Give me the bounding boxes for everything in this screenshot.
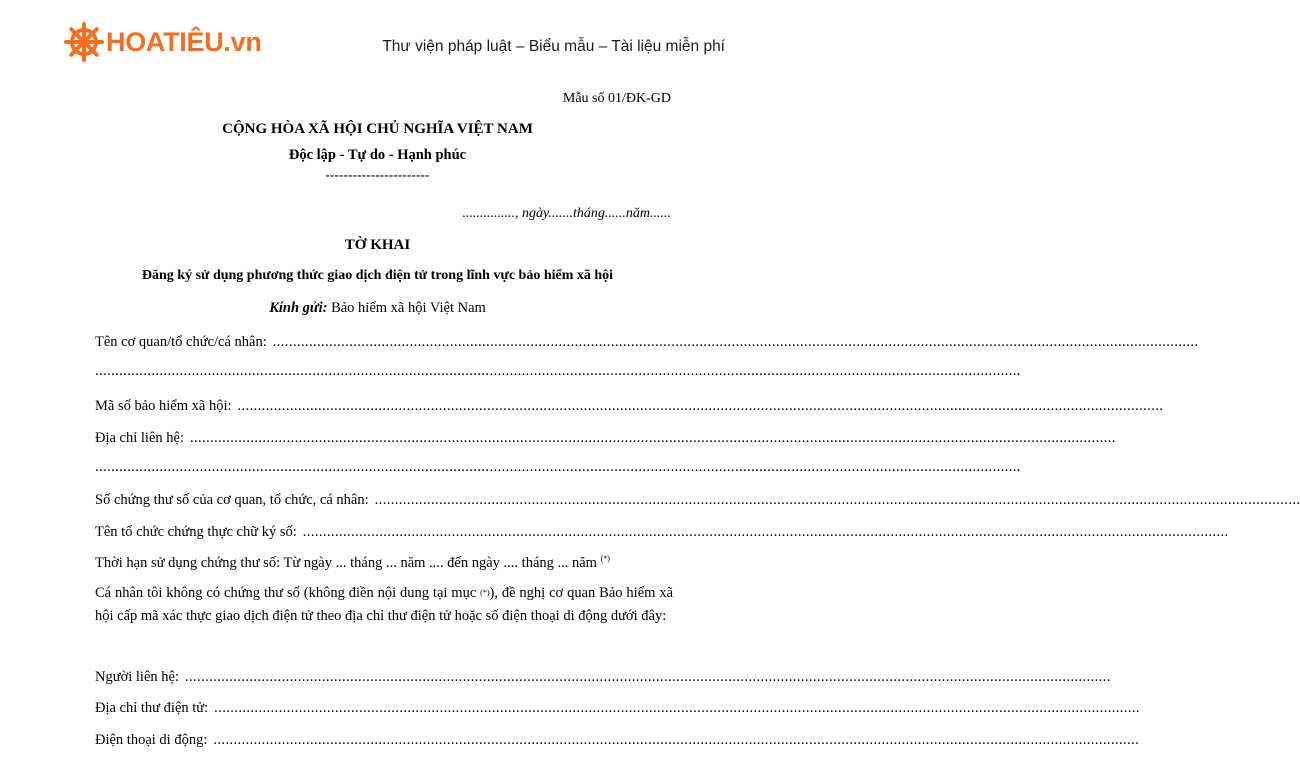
fill-dots: ...................................................................................................................................................................................................................................... bbox=[184, 669, 1111, 685]
fill-dots: ...................................................................................................................................................................................................................................... bbox=[237, 398, 1164, 414]
insurance-code-field[interactable] bbox=[95, 397, 1164, 415]
date-line: ..............., ngày.......tháng......năm...... bbox=[462, 206, 671, 221]
address-label: Địa chỉ liên hệ: bbox=[95, 430, 184, 446]
brand-logo[interactable] bbox=[64, 22, 262, 62]
organization-continuation[interactable]: ...................................................................................................................................................................................................................................... bbox=[95, 363, 1021, 379]
paragraph-text-2: ), đề nghị cơ quan Bảo hiểm xã hội cấp mã xác thực giao dịch điện tử theo địa chỉ thư điện tử hoặc số điện thoại di động dưới đây: bbox=[95, 585, 674, 624]
phone-label: Điện thoại di động: bbox=[95, 732, 208, 748]
cert-validity-text: Thời hạn sử dụng chứng thư số: Từ ngày ... tháng ... năm .... đến ngày .... tháng ... năm bbox=[95, 555, 601, 571]
cert-validity-line[interactable] bbox=[95, 555, 610, 572]
organization-field[interactable] bbox=[95, 333, 1199, 351]
site-tagline: Thư viện pháp luật – Biểu mẫu – Tài liệu miễn phí bbox=[382, 38, 725, 55]
fill-dots: ...................................................................................................................................................................................................................................... bbox=[302, 524, 1229, 540]
brand-name: HOATIÊU.vn bbox=[106, 26, 262, 57]
recipient-label: Kính gửi: bbox=[269, 300, 328, 316]
address-field[interactable] bbox=[95, 429, 1116, 447]
cert-number-label: Số chứng thư số của cơ quan, tổ chức, cá nhân: bbox=[95, 492, 369, 508]
fill-dots: ...................................................................................................................................................................................................................................... bbox=[189, 430, 1116, 446]
request-paragraph bbox=[95, 582, 673, 628]
paragraph-text-1: Cá nhân tôi không có chứng thư số (không điền nội dung tại mục bbox=[95, 585, 481, 601]
contact-person-field[interactable] bbox=[95, 668, 1111, 686]
divider-rule: ----------------------- bbox=[325, 167, 430, 182]
fill-dots: ...................................................................................................................................................................................................................................... bbox=[213, 732, 1140, 748]
organization-label: Tên cơ quan/tổ chức/cá nhân: bbox=[95, 334, 267, 350]
ship-wheel-icon bbox=[64, 22, 104, 62]
cert-org-field[interactable] bbox=[95, 523, 1229, 541]
email-field[interactable] bbox=[95, 699, 1140, 717]
recipient-line bbox=[0, 300, 755, 317]
contact-person-label: Người liên hệ: bbox=[95, 669, 179, 685]
form-number: Mẫu số 01/ĐK-GD bbox=[562, 91, 671, 106]
phone-field[interactable] bbox=[95, 731, 1140, 749]
document-title: TỜ KHAI bbox=[344, 237, 411, 253]
fill-dots: ...................................................................................................................................................................................................................................... bbox=[374, 492, 1300, 508]
recipient-value: Bảo hiểm xã hội Việt Nam bbox=[331, 300, 486, 316]
footnote-mark: (*) bbox=[480, 588, 490, 597]
fill-dots: ...................................................................................................................................................................................................................................... bbox=[272, 334, 1199, 350]
footnote-mark: (*) bbox=[600, 554, 610, 563]
cert-number-field[interactable] bbox=[95, 491, 1300, 509]
email-label: Địa chỉ thư điện tử: bbox=[95, 700, 209, 716]
nation-title: CỘNG HÒA XÃ HỘI CHỦ NGHĨA VIỆT NAM bbox=[222, 121, 533, 137]
address-continuation[interactable]: ...................................................................................................................................................................................................................................... bbox=[95, 459, 1021, 475]
cert-org-label: Tên tổ chức chứng thực chữ ký số: bbox=[95, 524, 297, 540]
insurance-code-label: Mã số bảo hiểm xã hội: bbox=[95, 398, 232, 414]
document-subtitle: Đăng ký sử dụng phương thức giao dịch điện tử trong lĩnh vực bảo hiểm xã hội bbox=[141, 268, 614, 283]
national-motto: Độc lập - Tự do - Hạnh phúc bbox=[288, 147, 467, 163]
fill-dots: ...................................................................................................................................................................................................................................... bbox=[214, 700, 1140, 716]
